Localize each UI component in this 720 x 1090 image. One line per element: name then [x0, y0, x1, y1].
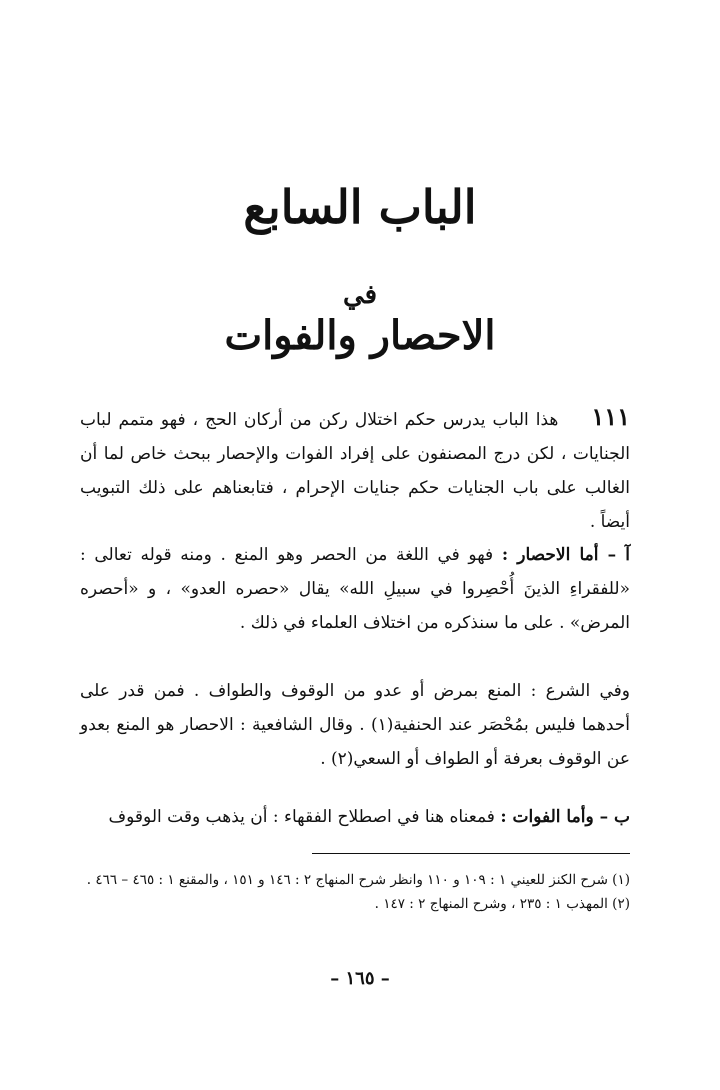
- fawat-label: ب – وأما الفوات :: [500, 807, 630, 827]
- footnotes: [80, 868, 630, 916]
- chapter-subject: الاحصار والفوات: [224, 312, 496, 359]
- footnote-2: (٢) المهذب ١ : ٢٣٥ ، وشرح المنهاج ٢ : ١٤٧ .: [374, 896, 630, 912]
- paragraph-number: ١١١: [591, 402, 631, 431]
- fawat-paragraph: [80, 800, 630, 834]
- ihsar-label: آ – أما الاحصار :: [501, 545, 630, 565]
- fawat-text: فمعناه هنا في اصطلاح الفقهاء : أن يذهب وقت الوقوف: [108, 807, 495, 827]
- footnote-separator: [312, 853, 630, 854]
- page-number: – ١٦٥ –: [330, 968, 390, 989]
- ihsar-definition-paragraph: [80, 538, 630, 640]
- chapter-preposition: في: [342, 280, 378, 310]
- ihsar-text: فهو في اللغة من الحصر وهو المنع . ومنه قوله تعالى : «للفقراءِ الذينَ أُحْصِروا في سبيلِ الله» يقال «حصره العدو» ، و «أحصره المرض» . على ما سنذكره من اختلاف العلماء في ذلك .: [80, 545, 630, 633]
- ihsar-sharia-paragraph: [80, 674, 630, 776]
- chapter-title: الباب السابع: [243, 180, 477, 234]
- intro-paragraph: [80, 400, 630, 539]
- intro-text: هذا الباب يدرس حكم اختلال ركن من أركان الحج ، فهو متمم لباب الجنايات ، لكن درج المصنفون على إفراد الفوات والإحصار ببحث خاص لما أن الغالب على باب الجنايات حكم جنايات الإحرام ، فتابعناهم على ذلك التبويب أيضاً .: [80, 410, 630, 532]
- footnote-1: (١) شرح الكنز للعيني ١ : ١٠٩ و ١١٠ وانظر شرح المنهاج ٢ : ١٤٦ و ١٥١ ، والمقنع ١ : ٤٦٥ – ٤٦٦ .: [86, 872, 630, 888]
- ihsar-sharia-text: وفي الشرع : المنع بمرض أو عدو من الوقوف والطواف . فمن قدر على أحدهما فليس بمُحْصَر عند الحنفية(١) . وقال الشافعية : الاحصار هو المنع بعدو عن الوقوف بعرفة أو الطواف أو السعي(٢) .: [80, 681, 630, 769]
